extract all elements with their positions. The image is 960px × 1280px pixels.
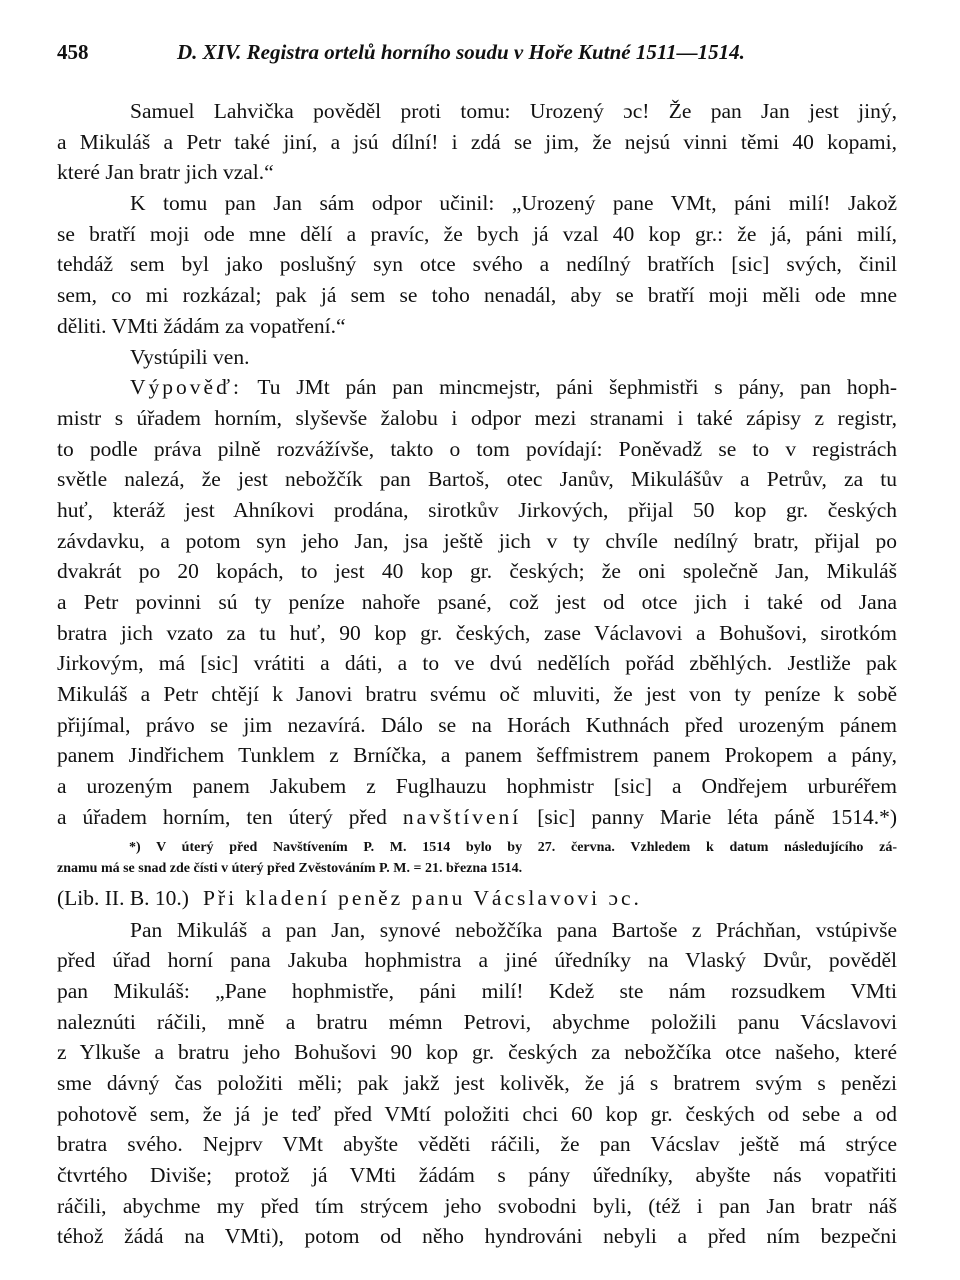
text-line: které Jan bratr jich vzal.“ [57, 160, 274, 185]
section-2-text [57, 915, 897, 1253]
text-line: dvakrát po 20 kopách, to jest 40 kop gr. českých; že oni společně Jan, Mikuláš [57, 559, 897, 584]
text-line: Mikuláš a Petr chtějí k Janovi bratru svému oč mluviti, že jest von ty peníze k sobě [57, 682, 897, 707]
running-head: D. XIV. Registra ortelů horního soudu v Hoře Kutné 1511—1514. [177, 40, 745, 64]
text-line: bratra jich vzato za tu huť, 90 kop gr. českých, zase Václavovi a Bohušovi, sirotkóm [57, 620, 897, 645]
text-fragment: [sic] panny Marie léta páně 1514.*) [537, 804, 898, 829]
text-line: mistr s úřadem horním, slyševše žalobu i odpor mezi stranami i také zápisy z registr, [57, 405, 897, 430]
text-line: ráčili, abychme my před tím strýcem jeho svobodni byli, (též i pan Jan bratr náš [57, 1193, 897, 1218]
document-page [57, 40, 897, 1252]
section-2-heading [57, 881, 897, 915]
verdict-label: Výpověď: [130, 375, 242, 400]
text-line: K tomu pan Jan sám odpor učinil: „Urozený pane VMt, páni milí! Jakož [130, 191, 897, 216]
text-line: a Petr povinni sú ty peníze nahoře psané, což jest od otce jich i také od Jana [57, 590, 897, 614]
verdict-block [57, 372, 897, 832]
text-line: a urozeným panem Jakubem z Fuglhauzu hophmistr [sic] a Ondřejem urburéřem [57, 774, 897, 799]
page-header [57, 40, 897, 80]
verdict-last-line [57, 802, 897, 833]
text-line: závdavku, a potom syn jeho Jan, jsa ještě jich v ty chvíle nedílný bratr, přijal po [57, 528, 897, 553]
text-line: Pan Mikuláš a pan Jan, synové nebožčíka pana Bartoše z Práchňan, vstúpivše [130, 917, 897, 942]
text-line: pohotově sem, že já je teď před VMtí položiti chci 60 kop gr. českých od sebe a od [57, 1101, 897, 1126]
text-line: huť, kteráž jest Ahníkovi prodána, sirotkův Jirkových, přijal 50 kop gr. českých [57, 497, 897, 522]
footnote-line: *) V úterý před Navštívením P. M. 1514 bylo by 27. června. Vzhledem k datum následujícího zá- [129, 839, 897, 855]
section-1-text [57, 96, 897, 372]
text-fragment: a úřadem horním, ten úterý před [57, 804, 387, 829]
text-line: Vystúpili ven. [130, 344, 250, 369]
text-line: Samuel Lahvička pověděl proti tomu: Urozený ɔc! Že pan Jan jest jiný, [130, 99, 897, 123]
text-line: sem, co mi rozkázal; pak já sem se toho nenadál, aby se bratří moji měli ode mne [57, 283, 897, 308]
text-line: sme dávný čas položiti měli; pak jakž jest kolivěk, že já s bratrem svým s penězi [57, 1070, 897, 1095]
verdict-first-line [57, 372, 897, 403]
text-line: Jirkovým, má [sic] vrátiti a dáti, a to ve dvú nedělích pořád zběhlých. Jestliže pak [57, 651, 897, 676]
text-line: před úřad horní pana Jakuba hophmistra a jiné úředníky na Vlaský Dvůr, pověděl [57, 948, 897, 973]
section-reference: (Lib. II. B. 10.) [57, 885, 189, 910]
text-line: děliti. VMti žádám za vopatření.“ [57, 313, 346, 338]
text-line: pan Mikuláš: „Pane hophmistře, páni milí! Kdež ste nám rozsudkem VMti [57, 978, 897, 1003]
text-line: bratra svého. Nejprv VMt abyšte věděti ráčili, že pan Vácslav ještě má strýce [57, 1132, 897, 1157]
text-line: se bratří moji ode mne dělí a pravíc, že bych já vzal 40 kop gr.: že já, páni milí, [57, 221, 897, 246]
text-line: tehdáž sem byl jako poslušný syn otce svého a nedílný bratřích [sic] svých, činil [57, 252, 897, 277]
spaced-word: navštívení [402, 804, 522, 829]
text-line: to podle práva pilně rozvážívše, takto o tom povídají: Poněvadž se to v registrách [57, 436, 897, 461]
section-title: Při kladení peněz panu Vácslavovi ɔc. [202, 885, 642, 910]
text-line: téhož žádá na VMti), potom od něho hyndrováni nebyli a před ním bezpečni [57, 1224, 897, 1249]
footnote [57, 837, 897, 879]
text-line: a Mikuláš a Petr také jiní, a jsú dílní! i zdá se jim, že nejsú vinni těmi 40 kopami, [57, 129, 897, 154]
footnote-line: znamu má se snad zde čísti v úterý před Zvěstováním P. M. = 21. března 1514. [57, 860, 523, 876]
text-line: z Ylkuše a bratru jeho Bohušovi 90 kop gr. českých za nebožčíka otce našeho, které [57, 1040, 897, 1065]
text-line: naleznúti ráčili, mně a bratru mémn Petrovi, abychme položili panu Vácslavovi [57, 1009, 897, 1034]
text-line: přijímal, právo se jim nezavírá. Dálo se na Horách Kuthnách před urozeným pánem [57, 712, 897, 737]
page-number: 458 [57, 40, 89, 64]
text-line: světle nalezá, že jest nebožčík pan Bartoš, otec Janův, Mikulášův a Petrův, za tu [57, 467, 897, 492]
text-line: čtvrtého Diviše; protož já VMti žádám s pány úředníky, abyšte nás vopatřiti [57, 1163, 897, 1187]
verdict-first-line-text: Tu JMt pán pan mincmejstr, páni šephmistři s pány, pan hoph- [257, 375, 897, 400]
text-line: panem Jindřichem Tunklem z Brníčka, a panem šeffmistrem panem Prokopem a pány, [57, 743, 897, 768]
